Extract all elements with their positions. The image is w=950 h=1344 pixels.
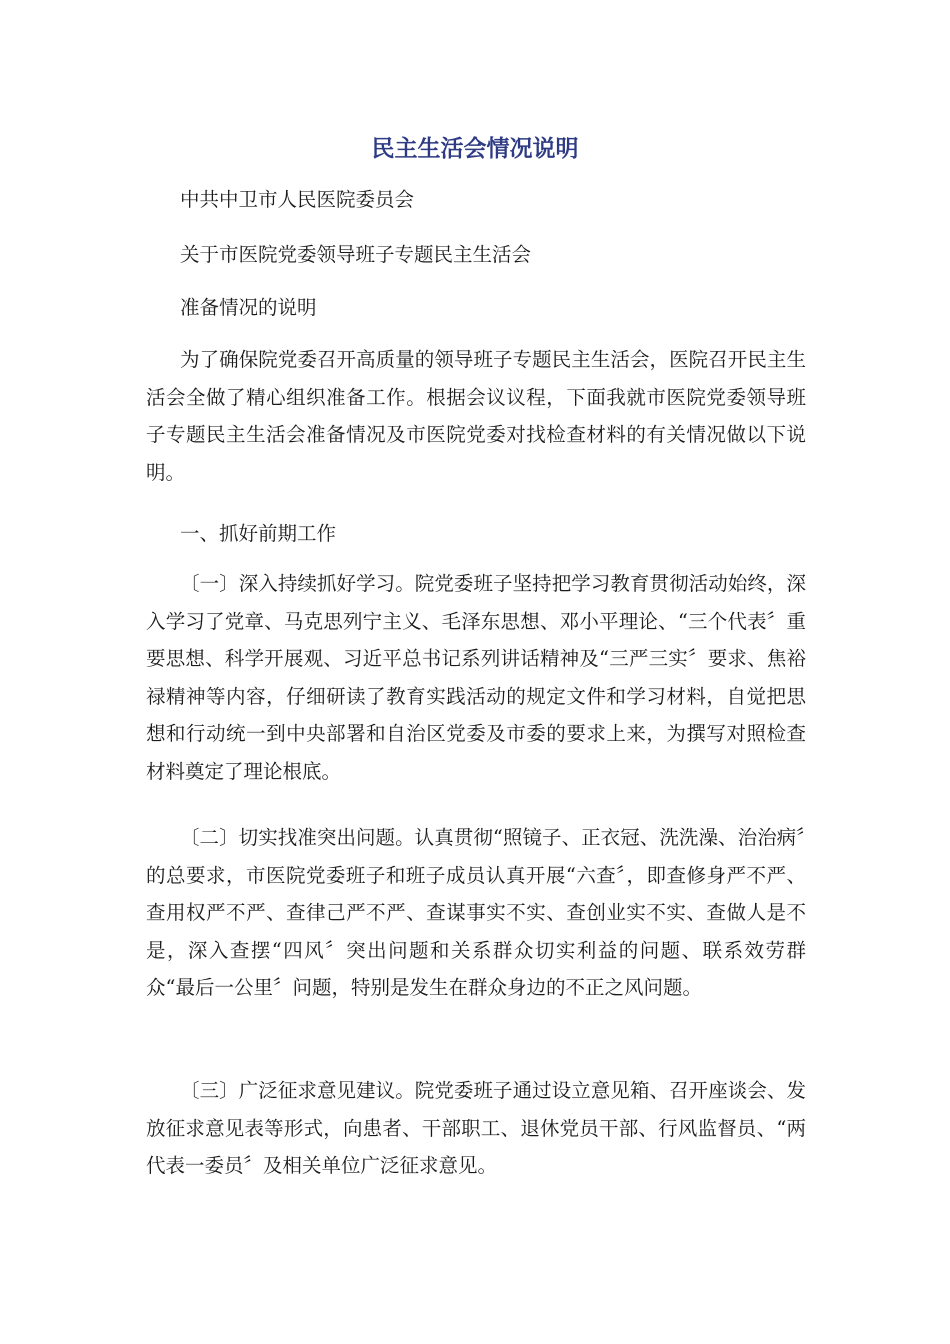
document-title: 民主生活会情况说明: [371, 136, 579, 162]
section-heading: 一、抓好前期工作: [180, 522, 337, 545]
item-paragraph-2: 〔二〕切实找准突出问题。认真贯彻“照镜子、正衣冠、洗洗澡、治治病〞的总要求，市医院党委班子和班子成员认真开展“六查〞，即查修身严不严、查用权严不严、查律己严不严、查谋事实不实、查创业实不实、查做人是不是，深入查摆“四风〞突出问题和关系群众切实利益的问题、联系效劳群众“最后一公里〞问题，特别是发生在群众身边的不正之风问题。: [146, 826, 806, 999]
subject-line-continued: 准备情况的说明: [180, 296, 317, 319]
intro-paragraph: 为了确保院党委召开高质量的领导班子专题民主生活会，医院召开民主生活会全做了精心组织准备工作。根据会议议程，下面我就市医院党委领导班子专题民主生活会准备情况及市医院党委对找检查材料的有关情况做以下说明。: [146, 348, 806, 484]
subject-line: 关于市医院党委领导班子专题民主生活会: [180, 243, 532, 266]
item-paragraph-3: 〔三〕广泛征求意见建议。院党委班子通过设立意见箱、召开座谈会、发放征求意见表等形式，向患者、干部职工、退休党员干部、行风监督员、“两代表一委员〞及相关单位广泛征求意见。: [146, 1079, 806, 1177]
issuer-line: 中共中卫市人民医院委员会: [180, 188, 415, 211]
item-paragraph-1: 〔一〕深入持续抓好学习。院党委班子坚持把学习教育贯彻活动始终，深入学习了党章、马克思列宁主义、毛泽东思想、邓小平理论、“三个代表〞重要思想、科学开展观、习近平总书记系列讲话精神及“三严三实〞要求、焦裕禄精神等内容，仔细研读了教育实践活动的规定文件和学习材料，自觉把思想和行动统一到中央部署和自治区党委及市委的要求上来，为撰写对照检查材料奠定了理论根底。: [146, 572, 806, 783]
